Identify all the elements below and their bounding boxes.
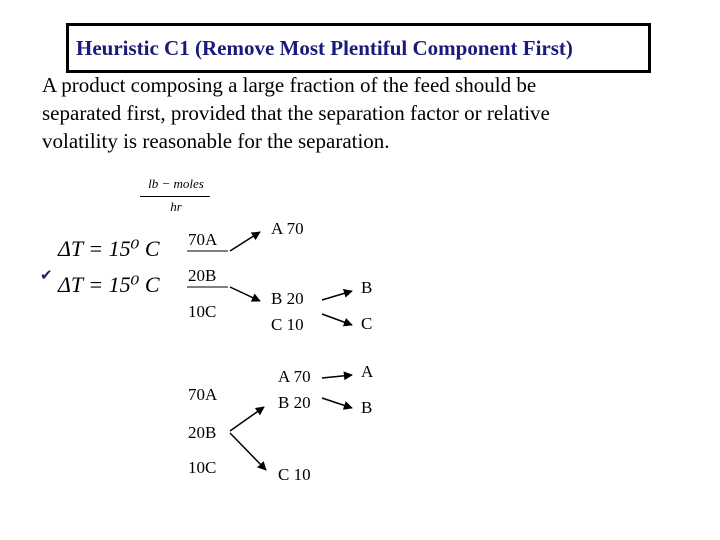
delta-t-2: ΔT = 15⁰ C: [58, 272, 160, 297]
seq1-second-arrow-top: [322, 291, 352, 300]
seq2-second-arrow-bottom: [322, 398, 352, 408]
seq1-split-arrow-bottom: [230, 287, 260, 301]
seq2-second-top: A: [361, 362, 374, 381]
seq1-second-arrow-bottom: [322, 314, 352, 325]
body-line-3: volatility is reasonable for the separation.: [42, 129, 390, 153]
seq2-feed-a: 70A: [188, 385, 218, 404]
seq1-bottom-b: B 20: [271, 289, 304, 308]
seq1-split-arrow-top: [230, 232, 260, 251]
seq1-second-top: B: [361, 278, 373, 297]
seq2-top-a: A 70: [278, 367, 311, 386]
seq1-top-product: A 70: [271, 219, 304, 238]
seq1-feed-c: 10C: [188, 302, 217, 321]
check-icon: ✔: [40, 268, 53, 284]
delta-t-1: ΔT = 15⁰ C: [58, 236, 160, 261]
seq2-feed-c: 10C: [188, 458, 217, 477]
seq1-feed-a: 70A: [188, 230, 218, 249]
seq2-split-arrow-top: [230, 407, 264, 431]
units-denominator: hr: [170, 199, 182, 214]
seq2-second-bottom: B: [361, 398, 373, 417]
seq2-split-arrow-bottom: [230, 433, 266, 470]
seq2-top-b: B 20: [278, 393, 311, 412]
slide-title: Heuristic C1 (Remove Most Plentiful Component First): [76, 36, 573, 60]
seq2-feed-b: 20B: [188, 423, 217, 442]
seq1-second-bottom: C: [361, 314, 373, 333]
seq1-bottom-c: C 10: [271, 315, 304, 334]
seq2-bottom-product: C 10: [278, 465, 311, 484]
seq2-second-arrow-top: [322, 375, 352, 378]
units-numerator: lb − moles: [148, 176, 204, 191]
seq1-feed-b: 20B: [188, 266, 217, 285]
body-line-2: separated first, provided that the separation factor or relative: [42, 101, 550, 125]
body-line-1: A product composing a large fraction of the feed should be: [42, 73, 537, 97]
